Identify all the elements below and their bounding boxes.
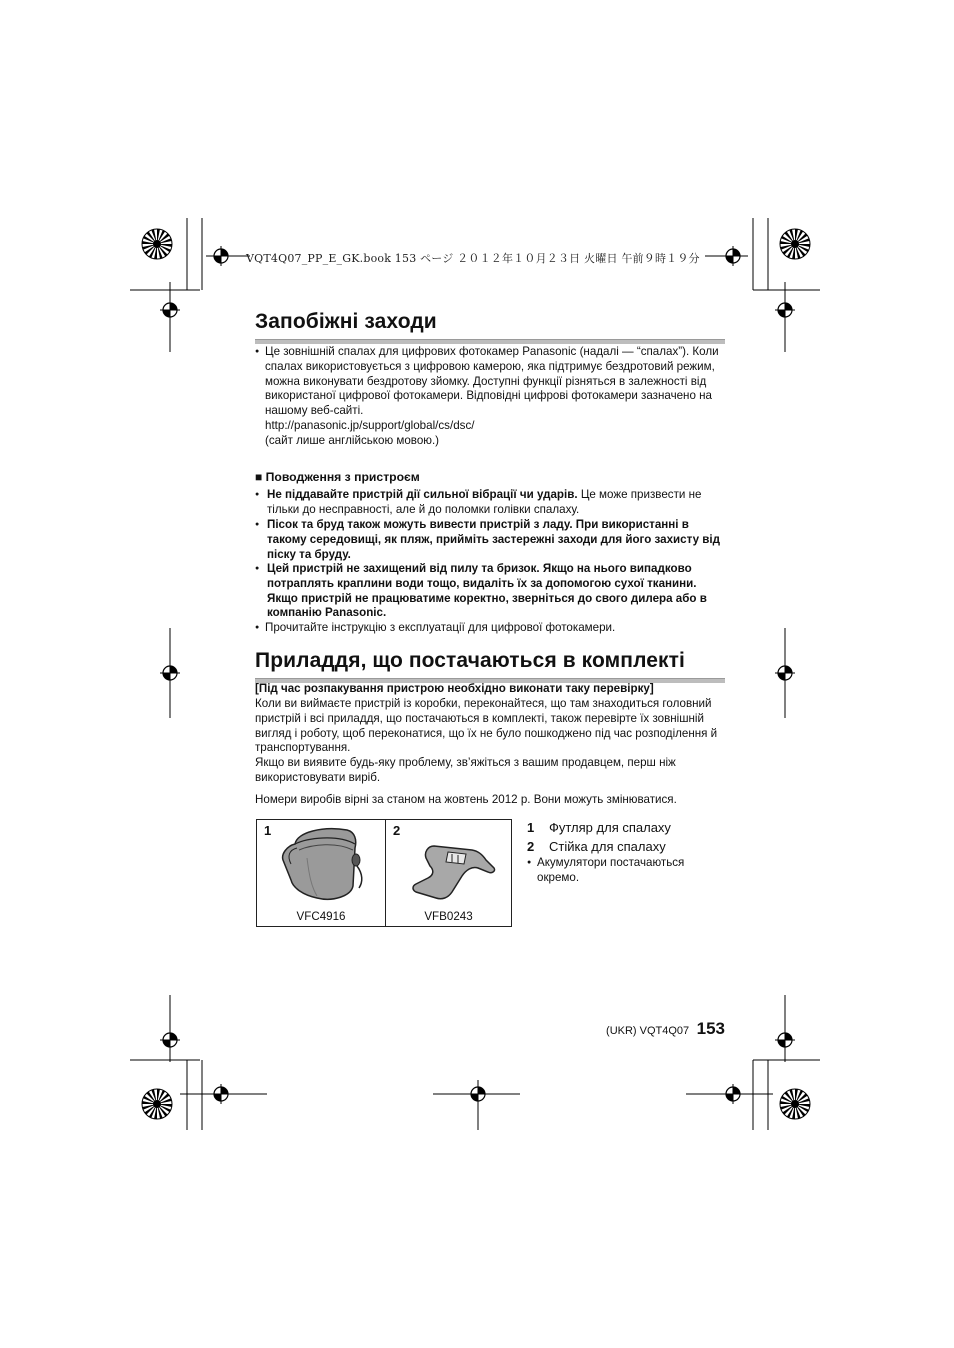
support-url: http://panasonic.jp/support/global/cs/dsc/ — [265, 418, 475, 432]
bullet-read-manual — [255, 621, 727, 636]
battery-note: ● Акумулятори постачаються окремо. — [527, 856, 727, 886]
flash-stand-icon — [406, 840, 498, 904]
language-note: (сайт лише англійською мовою.) — [265, 433, 440, 447]
intro-paragraph — [255, 345, 727, 449]
section-title-accessories: Приладдя, що постачаються в комплекті — [255, 649, 685, 672]
list-item-number: 1 — [527, 820, 535, 835]
list-item — [527, 837, 671, 856]
accessory-box-2 — [385, 819, 512, 927]
bullet-vibration — [255, 488, 727, 518]
bullet-bold-text: Пісок та бруд також можуть вивести пристрій з ладу. При використанні в такому середовищі, як пляж, прийміть застережні заходи для його захисту від піску та бруду. — [267, 518, 720, 561]
subheading-handling — [255, 470, 727, 485]
numbers-note: Номери виробів вірні за станом на жовтень 2012 р. Вони можуть змінюватися. — [255, 793, 677, 806]
accessory-box-1 — [256, 819, 386, 927]
accessory-number: 1 — [264, 823, 272, 838]
list-item-number: 2 — [527, 839, 535, 854]
accessory-code: VFB0243 — [424, 910, 473, 923]
subheading-text: Поводження з пристроєм — [265, 470, 420, 484]
section-title-precautions: Запобіжні заходи — [255, 310, 437, 333]
bullet-dust-splash — [255, 562, 727, 621]
accessory-number: 2 — [393, 823, 401, 838]
file-info-header: VQT4Q07_PP_E_GK.book 153 ページ ２０１２年１０月２３日 火曜日 午前９時１９分 — [246, 252, 700, 265]
check-text-1: Коли ви виймаєте пристрій із коробки, переконайтеся, що там знаходиться головний пристрій і всі приладдя, що постачаються в комплекті, також перевірте їх зовнішній вигляд і роботу, щоб переконатися, що їх не було пошкоджено під час розподілення й транспортування. — [255, 697, 718, 755]
list-item-label: Футляр для спалаху — [549, 820, 671, 835]
accessory-code: VFC4916 — [296, 910, 346, 923]
check-text-2: Якщо ви виявите будь-яку проблему, зв’яжіться з вашим продавцем, перш ніж використовувати виріб. — [255, 756, 676, 784]
accessory-list — [527, 818, 671, 856]
page-footer — [606, 1019, 725, 1039]
bullet-sand-dirt — [255, 518, 727, 562]
bullet-bold-text: Не піддавайте пристрій дії сильної вібрації чи ударів. — [267, 488, 578, 501]
flash-case-pouch-icon — [277, 824, 369, 904]
list-item-label: Стійка для спалаху — [549, 839, 666, 854]
list-item — [527, 818, 671, 837]
page-number: 153 — [696, 1019, 725, 1038]
bullet-normal-text: Прочитайте інструкцію з експлуатації для цифрової фотокамери. — [265, 621, 616, 634]
check-heading: [Під час розпакування пристрою необхідно виконати таку перевірку] — [255, 682, 654, 695]
bullet-normal-text: Це може призвести не тільки до несправності, але й до поломки голівки спалаху. — [267, 488, 702, 516]
title-underline — [255, 339, 725, 344]
square-bullet-icon: ■ — [255, 470, 263, 484]
footer-code: (UKR) VQT4Q07 — [606, 1025, 690, 1037]
intro-text: Це зовнішній спалах для цифрових фотокамер Panasonic (надалі — “спалах”). Коли спалах використовується з цифровою камерою, яка підтримує бездротовий режим, можна виконувати бездротову зйомку. Доступні функції різняться в залежності від використаної цифрової фотокамери. Відповідні цифрові фотокамери зазначено на нашому веб-сайті. — [265, 345, 719, 418]
bullet-bold-text: Цей пристрій не захищений від пилу та бризок. Якщо на нього випадково потраплять краплини води тощо, видаліть їх за допомогою сухої тканини. Якщо пристрій не працюватиме коректно, зверніться до свого дилера або в компанію Panasonic. — [267, 562, 707, 620]
